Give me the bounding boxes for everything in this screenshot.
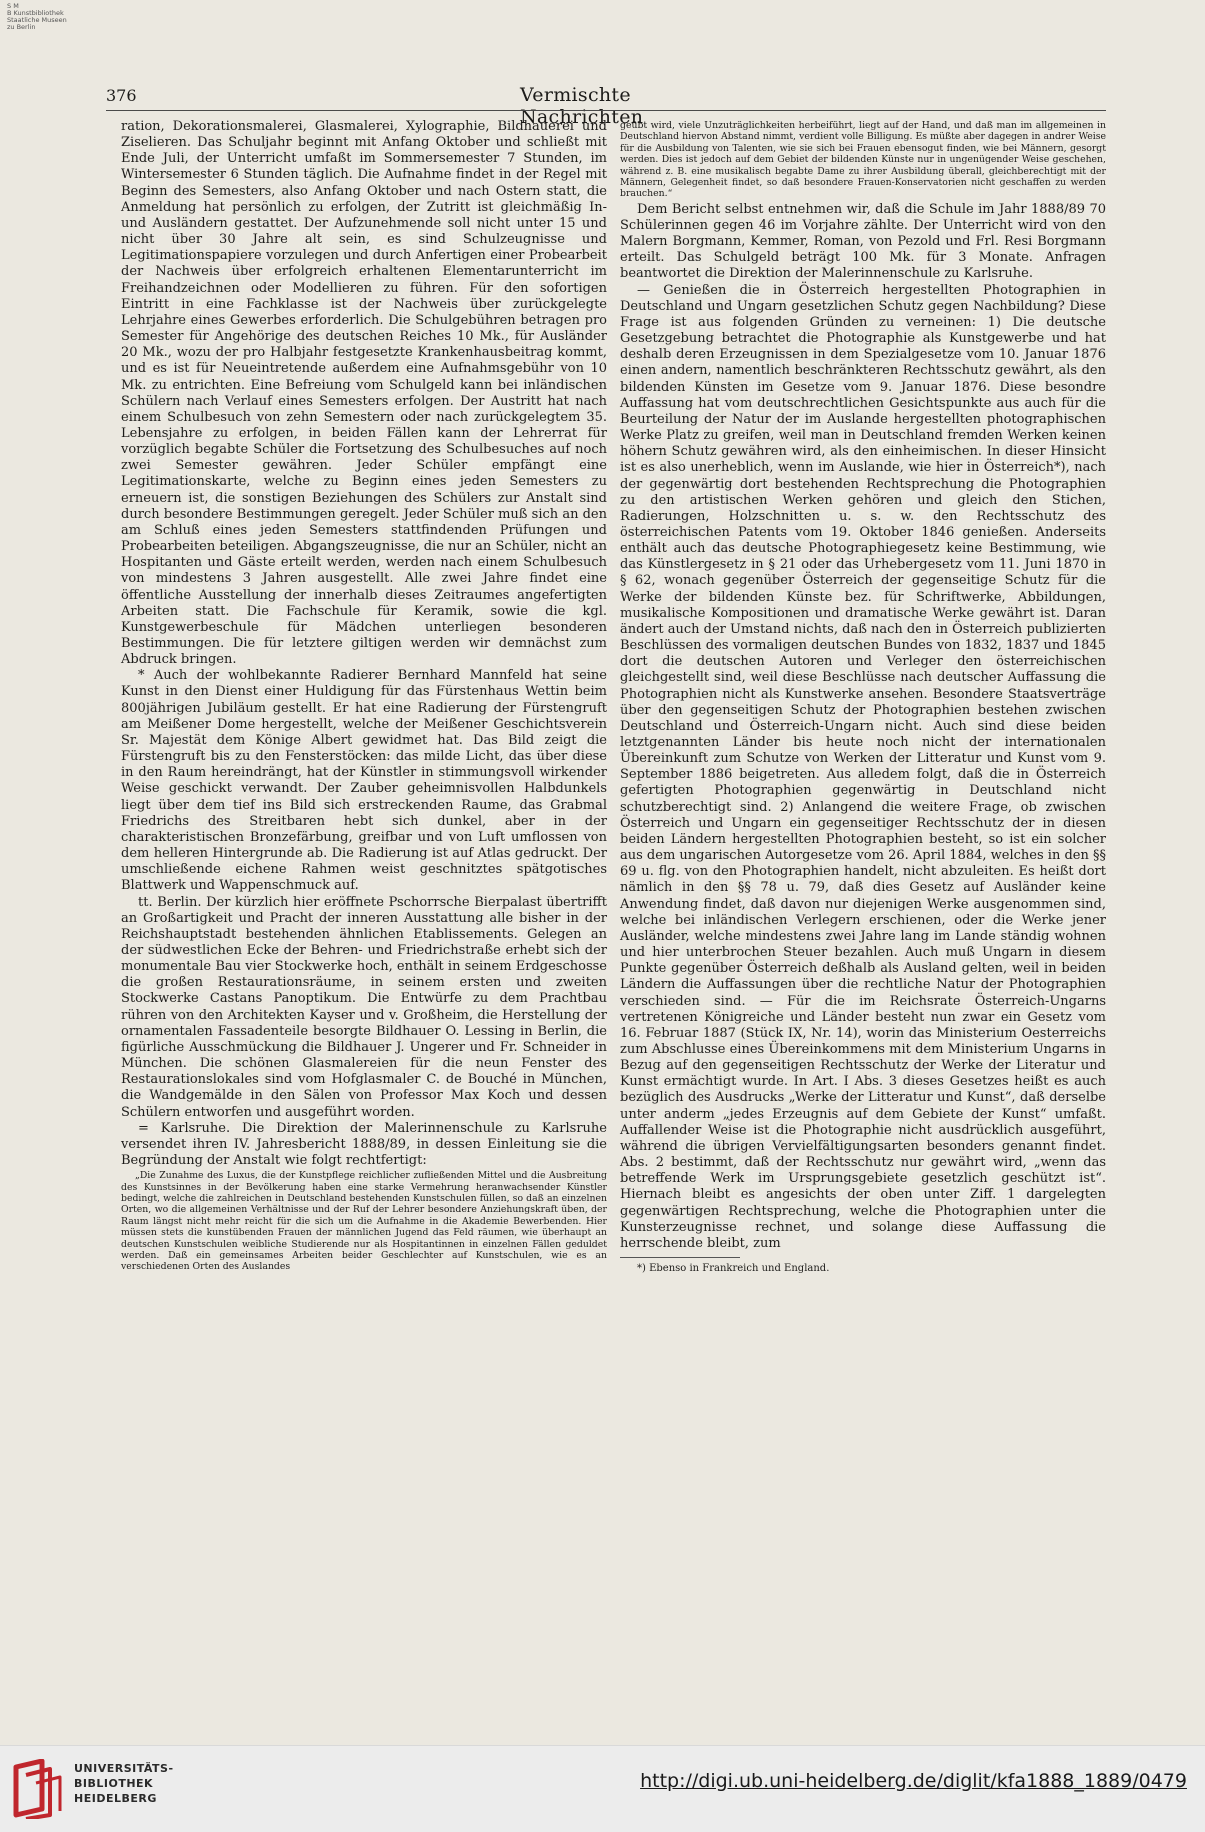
footnote-rule <box>620 1257 740 1258</box>
stamp-line: B Kunstbibliothek <box>7 9 64 17</box>
university-logo-icon <box>12 1759 66 1819</box>
library-stamp <box>7 3 67 31</box>
stamp-line: Staatliche Museen <box>7 16 67 24</box>
paragraph: tt. Berlin. Der kürzlich hier eröffnete Pschorrsche Bierpalast übertrifft an Großartigkeit und Pracht der inneren Ausstattung alle bisher in der Reichshauptstadt bestehenden ähnlichen Etablissements. Gelegen an der südwestlichen Ecke der Behren- und Friedrichstraße erhebt sich der monumentale Bau vier Stockwerke hoch, enthält in seinem Erdgeschosse die großen Restaurationsräume, in seinem ersten und zweiten Stockwerke Castans Panoptikum. Die Entwürfe zu dem Prachtbau rühren von den Architekten Kayser und v. Großheim, die Herstellung der ornamentalen Fassadenteile besorgte Bildhauer O. Lessing in Berlin, die figürliche Ausschmückung die Bildhauer J. Ungerer und Fr. Schneider in München. Die schönen Glasmalereien für die neun Fenster des Restaurationslokales sind vom Hofglasmaler C. de Bouché in München, die Wandgemälde in den Sälen von Professor Max Koch und dessen Schülern entworfen und ausgeführt worden. <box>121 894 607 1120</box>
header-rule <box>106 110 1106 111</box>
paragraph: — Genießen die in Österreich hergestellten Photographien in Deutschland und Ungarn gesetzlichen Schutz gegen Nachbildung? Diese Frage ist aus folgenden Gründen zu verneinen: 1) Die deutsche Gesetzgebung betrachtet die Photographie als Kunstgewerbe und hat deshalb deren Erzeugnissen in dem Spezialgesetze vom 10. Januar 1876 einen andern, namentlich beschränkteren Rechtsschutz gewährt, als den bildenden Künsten im Gesetze vom 9. Januar 1876. Diese besondre Auffassung hat vom deutschrechtlichen Gesichtspunkte aus auch für die Beurteilung der Natur der im Auslande hergestellten photographischen Werke Platz zu greifen, weil man in Deutschland fremden Werken keinen höhern Schutz gewähren wird, als den einheimischen. In dieser Hinsicht ist es also unerheblich, wenn im Auslande, wie hier in Österreich*), nach der gegenwärtig dort bestehenden Rechtsprechung die Photographien zu den artistischen Werken gehören und gleich den Stichen, Radierungen, Holzschnitten u. s. w. den Rechtsschutz des österreichischen Patents vom 19. Oktober 1846 genießen. Anderseits enthält auch das deutsche Photographiegesetz keine Bestimmung, wie das Künstlergesetz in § 21 oder das Urhebergesetz vom 11. Juni 1870 in § 62, wonach gegenüber Österreich der gegenseitige Schutz für die Werke der bildenden Künste bez. für Schriftwerke, Abbildungen, musikalische Kompositionen und dramatische Werke gewährt ist. Daran ändert auch der Umstand nichts, daß nach den in Österreich publizierten Beschlüssen des vormaligen deutschen Bundes von 1832, 1837 und 1845 dort die deutschen Autoren und Verleger den österreichischen gleichgestellt sind, weil diese Beschlüsse nach deutscher Auffassung die Photographien nicht als Kunstwerke ansehen. Besondere Staatsverträge über den gegenseitigen Schutz der Photographien bestehen zwischen Deutschland und Österreich-Ungarn nicht. Auch sind diese beiden letztgenannten Länder bis heute noch nicht der internationalen Übereinkunft zum Schutze von Werken der Litteratur und Kunst vom 9. September 1886 beigetreten. Aus alledem folgt, daß die in Österreich gefertigten Photographien gegenwärtig in Deutschland nicht schutzberechtigt sind. 2) Anlangend die weitere Frage, ob zwischen Österreich und Ungarn ein gegenseitiger Rechtsschutz der in diesen beiden Ländern hergestellten Photographien besteht, so ist ein solcher aus dem ungarischen Autorgesetze vom 26. April 1884, welches in den §§ 69 u. flg. von den Photographien handelt, nicht abzuleiten. Es heißt dort nämlich in den §§ 78 u. 79, daß dies Gesetz auf Ausländer keine Anwendung findet, daß davon nur diejenigen Werke ausgenommen sind, welche bei inländischen Verlegern erschienen, oder die Werke jener Ausländer, welche mindestens zwei Jahre lang im Lande ständig wohnen und hier unterbrochen Steuer bezahlen. Auch muß Ungarn in diesem Punkte gegenüber Österreich deßhalb als Ausland gelten, weil in beiden Ländern die Auffassungen über die rechtliche Natur der Photographien verschieden sind. — Für die im Reichsrate Österreich-Ungarns vertretenen Königreiche und Länder besteht nun zwar ein Gesetz vom 16. Februar 1887 (Stück IX, Nr. 14), worin das Ministerium Oesterreichs zum Abschlusse eines Übereinkommens mit dem Ministerium Ungarns in Bezug auf den gegenseitigen Rechtsschutz der Werke der Literatur und Kunst ermächtigt wurde. In Art. I Abs. 3 dieses Gesetzes heißt es auch bezüglich des Ausdrucks „Werke der Litteratur und Kunst“, daß derselbe unter anderm „jedes Erzeugnis auf dem Gebiete der Kunst“ umfaßt. Auffallender Weise ist die Photographie nicht ausdrücklich ausgeführt, während die übrigen Vervielfältigungsarten besonders genannt findet. Abs. 2 bestimmt, daß der Rechtsschutz nur gewährt wird, „wenn das betreffende Werk im Ursprungsgebiete gesetzlich geschützt ist“. Hiernach bleibt es angesichts der oben unter Ziff. 1 dargelegten gegenwärtigen Rechtsprechung, welche die Photographien unter die Kunsterzeugnisse rechnet, und solange diese Auffassung die herrschende bleibt, zum <box>620 282 1106 1251</box>
stamp-line: S M <box>7 2 19 10</box>
quoted-paragraph: „Die Zunahme des Luxus, die der Kunstpflege reichlicher zufließenden Mittel und die Ausbreitung des Kunstsinnes in der Bevölkerung haben eine starke Vermehrung heranwachsender Künstler bedingt, welche die zahlreichen in Deutschland bestehenden Kunstschulen füllen, so daß an einzelnen Orten, wo die allgemeinen Verhältnisse und der Ruf der Lehrer besondere Anziehungskraft üben, der Raum längst nicht mehr reicht für die sich um die Aufnahme in die Akademie Bewerbenden. Hier müssen stets die kunstübenden Frauen der männlichen Jugend das Feld räumen, wie überhaupt an deutschen Kunstschulen weibliche Studierende nur als Hospitantinnen in einzelnen Fällen geduldet werden. Daß ein gemeinsames Arbeiten beider Geschlechter auf Kunstschulen, wie es an verschiedenen Orten des Auslandes <box>121 1170 607 1273</box>
stamp-line: zu Berlin <box>7 23 36 31</box>
quoted-paragraph: geübt wird, viele Unzuträglichkeiten herbeiführt, liegt auf der Hand, und daß man im allgemeinen in Deutschland hiervon Abstand nimmt, verdient volle Billigung. Es müßte aber dagegen in andrer Weise für die Ausbildung von Talenten, wie sie sich bei Frauen ebensogut finden, wie bei Männern, gesorgt werden. Dies ist jedoch auf dem Gebiet der bildenden Künste nur in ungenügender Weise geschehen, während z. B. eine musikalisch begabte Dame zu ihrer Ausbildung überall, gleichberechtigt mit der Männern, Gelegenheit findet, so daß besondere Frauen-Konservatorien nicht geschaffen zu werden brauchen.“ <box>620 120 1106 200</box>
permalink-url[interactable]: http://digi.ub.uni-heidelberg.de/diglit/kfa1888_1889/0479 <box>640 1770 1187 1792</box>
paragraph: ration, Dekorationsmalerei, Glasmalerei, Xylographie, Bildhauerei und Ziselieren. Das Schuljahr beginnt mit Anfang Oktober und schließt mit Ende Juli, der Unterricht umfaßt im Sommersemester 7 Stunden, im Wintersemester 6 Stunden täglich. Die Aufnahme findet in der Regel mit Beginn des Semesters, also Anfang Oktober und nach Ostern statt, die Anmeldung hat persönlich zu erfolgen, der Zutritt ist gleichmäßig In- und Ausländern gestattet. Der Aufzunehmende soll nicht unter 15 und nicht über 30 Jahre alt sein, es sind Schulzeugnisse und Legitimationspapiere vorzulegen und durch Anfertigen einer Probearbeit der Nachweis über erfolgreich erhaltenen Elementarunterricht im Freihandzeichnen oder Modellieren zu führen. Für den sofortigen Eintritt in eine Fachklasse ist der Nachweis über zurückgelegte Lehrjahre eines Gewerbes erforderlich. Die Schulgebühren betragen pro Semester für Angehörige des deutschen Reiches 10 Mk., für Ausländer 20 Mk., wozu der pro Halbjahr festgesetzte Krankenhausbeitrag kommt, und es ist für Neueintretende außerdem eine Aufnahmsgebühr von 10 Mk. zu entrichten. Eine Befreiung vom Schulgeld kann bei inländischen Schülern nach Verlauf eines Semesters erfolgen. Der Austritt hat nach einem Schulbesuch von zehn Semestern oder nach zurückgelegtem 35. Lebensjahre zu erfolgen, in beiden Fällen kann der Lehrerrat für vorzüglich begabte Schüler die Fortsetzung des Schulbesuches auf noch zwei Semester gewähren. Jeder Schüler empfängt eine Legitimationskarte, welche zu Beginn eines jeden Semesters zu erneuern ist, die sonstigen Beziehungen des Schülers zur Anstalt sind durch besondere Bestimmungen geregelt. Jeder Schüler muß sich an den am Schluß eines jeden Semesters stattfindenden Prüfungen und Probearbeiten beteiligen. Abgangszeugnisse, die nur an Schüler, nicht an Hospitanten und Gäste erteilt werden, werden nach einem Schulbesuch von mindestens 3 Jahren ausgestellt. Alle zwei Jahre findet eine öffentliche Ausstellung der innerhalb dieses Zeitraumes angefertigten Arbeiten statt. Die Fachschule für Keramik, sowie die kgl. Kunstgewerbeschule für Mädchen unterliegen besonderen Bestimmungen. Die für letztere giltigen werden wir demnächst zum Abdruck bringen. <box>121 119 607 668</box>
library-name-line: HEIDELBERG <box>74 1792 157 1805</box>
running-head: Vermischte Nachrichten <box>520 84 644 128</box>
viewer-footer <box>0 1745 1205 1832</box>
library-name-line: BIBLIOTHEK <box>74 1777 154 1790</box>
footnote: *) Ebenso in Frankreich und England. <box>637 1263 830 1274</box>
right-column <box>620 119 1106 1275</box>
paragraph: Dem Bericht selbst entnehmen wir, daß die Schule im Jahr 1888/89 70 Schülerinnen gegen 46 im Vorjahre zählte. Der Unterricht wird von den Malern Borgmann, Kemmer, Roman, von Pezold und Frl. Resi Borgmann erteilt. Das Schulgeld beträgt 100 Mk. für 3 Monate. Anfragen beantwortet die Direktion der Malerinnenschule zu Karlsruhe. <box>620 201 1106 282</box>
library-name-line: UNIVERSITÄTS- <box>74 1762 174 1775</box>
page-number: 376 <box>106 86 137 105</box>
paragraph: * Auch der wohlbekannte Radierer Bernhard Mannfeld hat seine Kunst in den Dienst einer Huldigung für das Fürstenhaus Wettin beim 800jährigen Jubiläum gestellt. Er hat eine Radierung der Fürstengruft am Meißener Dome hergestellt, welche der Meißener Geschichtsverein Sr. Majestät dem Könige Albert gewidmet hat. Das Bild zeigt die Fürstengruft bis zu den Fensterstöcken: das milde Licht, das über diese in den Raum hereindrängt, hat der Künstler in stimmungsvoll wirkender Weise geschickt verwandt. Der Zauber geheimnisvollen Halbdunkels liegt über dem tief ins Bild sich erstreckenden Raume, das Grabmal Friedrichs des Streitbaren hebt sich dunkel, aber in der charakteristischen Bronzefärbung, greifbar und von Luft umflossen von dem helleren Hintergrunde ab. Die Radierung ist auf Atlas gedruckt. Der umschließende eichene Rahmen weist geschnitztes spätgotisches Blattwerk und Wappenschmuck auf. <box>121 668 607 894</box>
paragraph: = Karlsruhe. Die Direktion der Malerinnenschule zu Karlsruhe versendet ihren IV. Jahresbericht 1888/89, in dessen Einleitung sie die Begründung der Anstalt wie folgt rechtfertigt: <box>121 1120 607 1168</box>
right-column-body <box>620 120 1106 1252</box>
left-column <box>121 119 607 1275</box>
